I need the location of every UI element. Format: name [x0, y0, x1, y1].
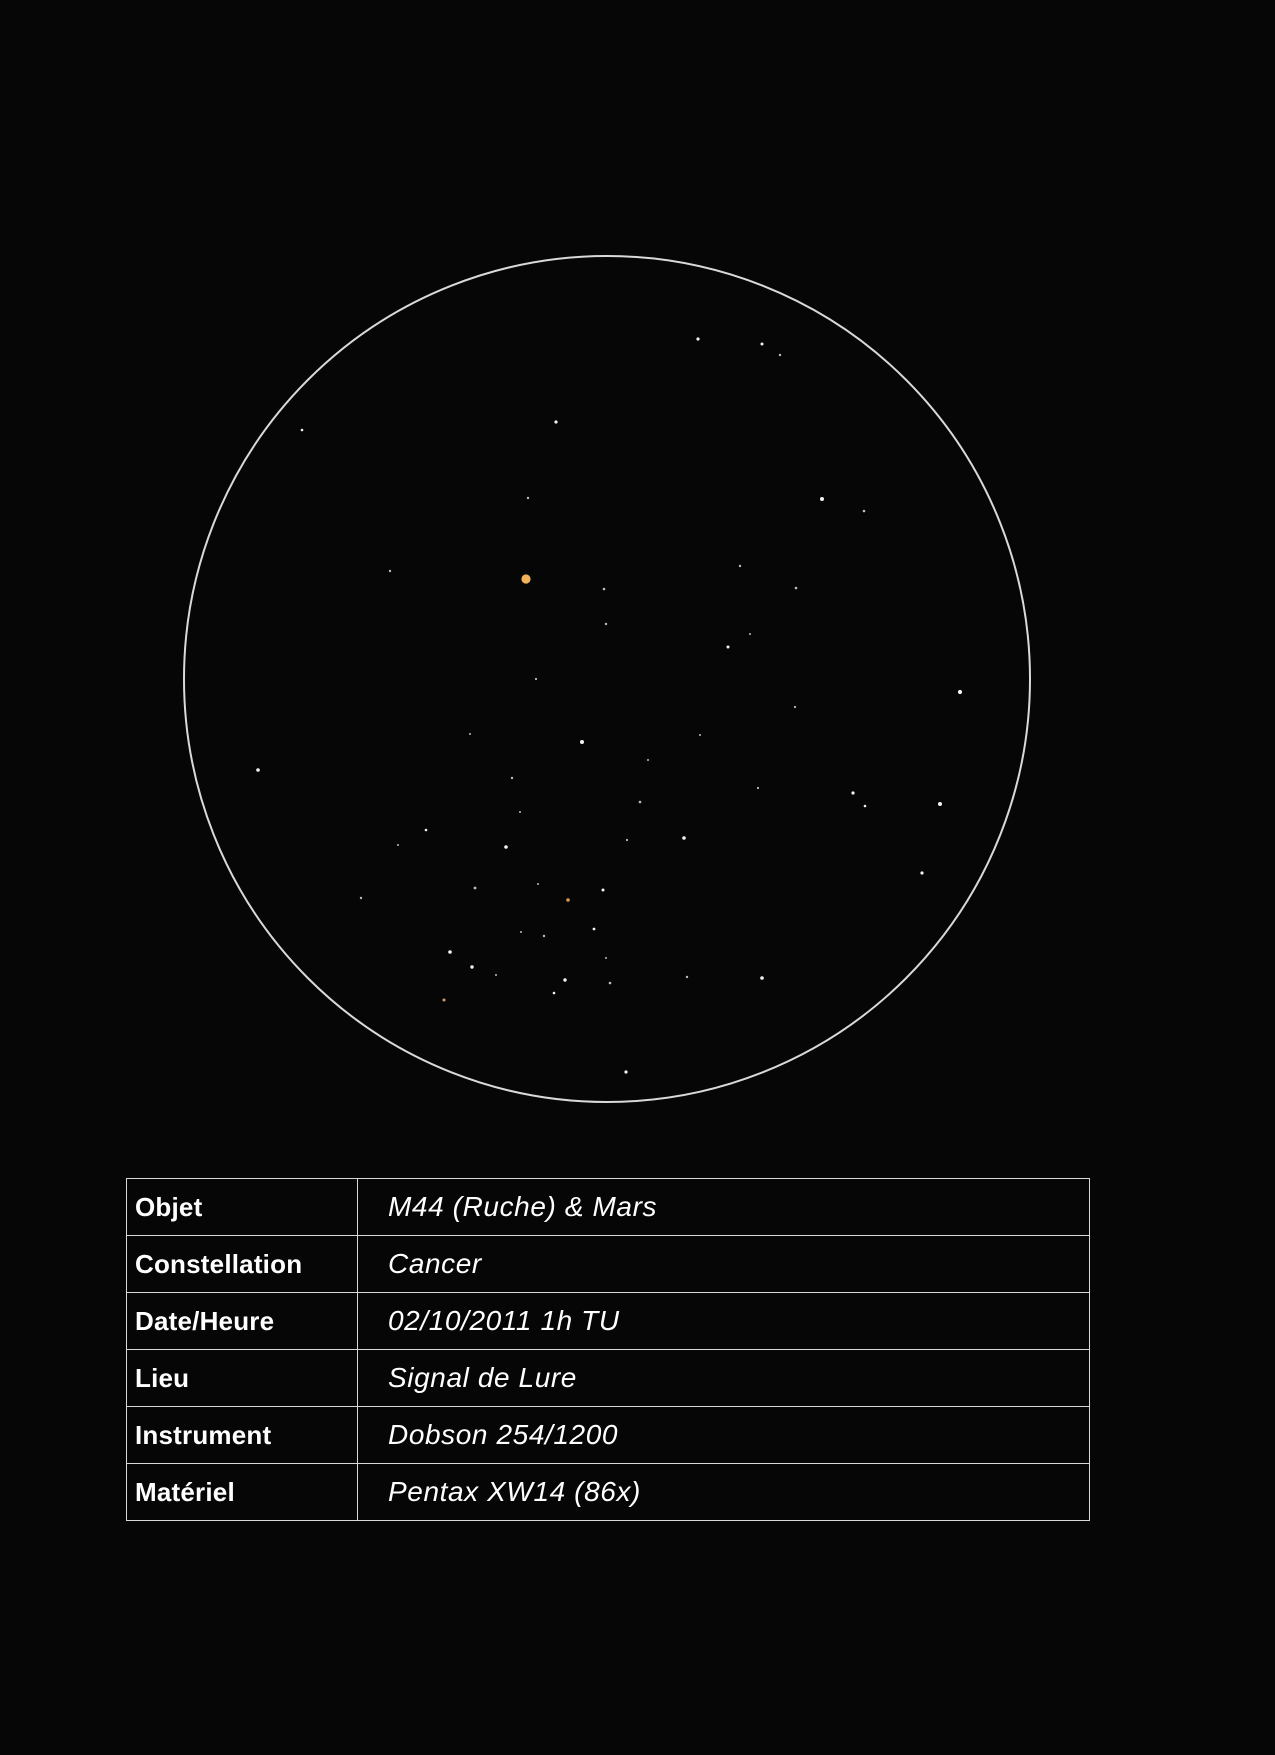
star — [795, 587, 798, 590]
observation-table — [126, 1178, 1090, 1521]
star-field — [256, 337, 962, 1073]
star — [520, 931, 522, 933]
row-label-constellation: Constellation — [127, 1236, 358, 1293]
star — [602, 889, 605, 892]
table-row — [127, 1350, 1090, 1407]
eyepiece-field-circle — [184, 256, 1030, 1102]
star — [605, 623, 607, 625]
star — [256, 768, 260, 772]
star — [469, 733, 471, 735]
row-label-objet: Objet — [127, 1179, 358, 1236]
star — [397, 844, 399, 846]
table-row — [127, 1293, 1090, 1350]
row-label-materiel: Matériel — [127, 1464, 358, 1521]
star — [566, 898, 570, 902]
star — [527, 497, 529, 499]
star — [760, 976, 764, 980]
star — [504, 845, 508, 849]
star — [761, 343, 764, 346]
star — [699, 734, 701, 736]
star — [448, 950, 452, 954]
star — [624, 1070, 627, 1073]
star — [360, 897, 362, 899]
row-value-instrument: Dobson 254/1200 — [358, 1407, 1090, 1464]
star — [593, 928, 596, 931]
star — [470, 965, 473, 968]
star — [511, 777, 513, 779]
star — [543, 935, 545, 937]
table-row — [127, 1236, 1090, 1293]
star — [474, 887, 477, 890]
star — [958, 690, 962, 694]
row-label-instrument: Instrument — [127, 1407, 358, 1464]
star — [820, 497, 824, 501]
star — [851, 791, 854, 794]
row-value-date-heure: 02/10/2011 1h TU — [358, 1293, 1090, 1350]
row-label-lieu: Lieu — [127, 1350, 358, 1407]
row-label-date-heure: Date/Heure — [127, 1293, 358, 1350]
star — [535, 678, 537, 680]
star — [554, 420, 557, 423]
star — [603, 588, 606, 591]
star — [696, 337, 699, 340]
star — [301, 429, 304, 432]
star — [605, 957, 607, 959]
star — [639, 801, 642, 804]
star — [609, 982, 612, 985]
table-row — [127, 1179, 1090, 1236]
star — [553, 992, 556, 995]
star — [749, 633, 751, 635]
star — [682, 836, 686, 840]
star — [938, 802, 942, 806]
row-value-materiel: Pentax XW14 (86x) — [358, 1464, 1090, 1521]
star — [794, 706, 796, 708]
star — [739, 565, 741, 567]
star — [580, 740, 584, 744]
star — [519, 811, 521, 813]
table-row — [127, 1407, 1090, 1464]
row-value-lieu: Signal de Lure — [358, 1350, 1090, 1407]
star — [495, 974, 497, 976]
star — [425, 829, 428, 832]
star — [757, 787, 759, 789]
star — [563, 978, 566, 981]
star — [863, 510, 866, 513]
star — [389, 570, 391, 572]
star — [626, 839, 628, 841]
star — [443, 999, 446, 1002]
star — [647, 759, 649, 761]
star — [920, 871, 923, 874]
star — [686, 976, 688, 978]
planet-mars — [521, 574, 530, 583]
star — [727, 646, 730, 649]
table-row — [127, 1464, 1090, 1521]
row-value-objet: M44 (Ruche) & Mars — [358, 1179, 1090, 1236]
star — [864, 805, 867, 808]
row-value-constellation: Cancer — [358, 1236, 1090, 1293]
star — [537, 883, 539, 885]
star — [779, 354, 781, 356]
